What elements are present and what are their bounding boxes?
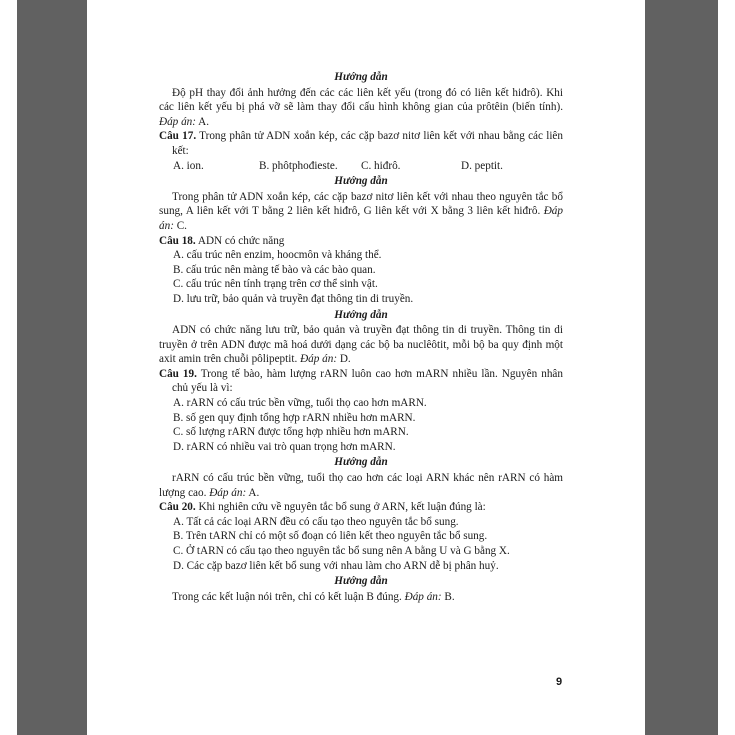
guide-paragraph	[159, 471, 563, 500]
question-text: Khi nghiên cứu về nguyên tắc bổ sung ở ARN, kết luận đúng là:	[198, 501, 486, 514]
option-d: D. rARN có nhiều vai trò quan trọng hơn mARN.	[173, 440, 396, 453]
guide-heading: Hướng dẫn	[334, 175, 388, 188]
answer-value: A.	[198, 115, 210, 128]
option-c: C. Ở tARN có cấu tạo theo nguyên tắc bổ sung nên A bằng U và G bằng X.	[173, 545, 510, 557]
guide-text: Độ pH thay đổi ảnh hưởng đến các các liên kết yếu (trong đó có liên kết hiđrô). Khi các liên kết yếu bị phá vỡ sẽ làm thay đổi cấu hình không gian của prôtêin (biến tính).	[159, 86, 563, 114]
question-text: Trong tế bào, hàm lượng rARN luôn cao hơn mARN nhiều lần. Nguyên nhân chủ yếu là vì:	[172, 367, 563, 395]
guide-heading: Hướng dẫn	[334, 71, 388, 83]
option-c: C. cấu trúc nên tính trạng trên cơ thể sinh vật.	[173, 278, 378, 291]
page-number: 9	[556, 676, 563, 688]
option-a: A. cấu trúc nên enzim, hoocmôn và kháng thể.	[173, 249, 382, 262]
guide-paragraph	[159, 190, 563, 234]
question-text: ADN có chức năng	[197, 234, 285, 247]
answer-label: Đáp án:	[300, 353, 338, 366]
option-a: A. ion.	[173, 159, 204, 172]
option-b: B. Trên tARN chỉ có một số đoạn có liên kết theo nguyên tắc bổ sung.	[173, 530, 488, 543]
guide-heading: Hướng dẫn	[334, 308, 388, 321]
option-d: D. lưu trữ, bảo quản và truyền đạt thông tin di truyền.	[173, 292, 414, 305]
option-c: C. số lượng rARN được tổng hợp nhiều hơn mARN.	[173, 426, 409, 439]
guide-text: Trong các kết luận nói trên, chỉ có kết luận B đúng.	[172, 590, 402, 603]
option-b: B. phôtphođieste.	[259, 159, 338, 172]
question-20	[159, 500, 563, 515]
left-dark-band	[17, 0, 87, 735]
option-d: D. Các cặp bazơ liên kết bổ sung với nhau làm cho ARN dễ bị phân huỷ.	[173, 559, 499, 572]
book-page	[87, 0, 645, 735]
guide-paragraph	[159, 86, 563, 130]
guide-heading: Hướng dẫn	[334, 575, 388, 588]
answer-label: Đáp án:	[404, 590, 442, 603]
guide-paragraph	[159, 323, 563, 367]
answer-value: B.	[444, 590, 455, 603]
option-d: D. peptit.	[461, 159, 503, 172]
answer-label: Đáp án:	[159, 115, 196, 128]
answer-value: D.	[339, 353, 351, 366]
guide-paragraph	[159, 590, 563, 605]
option-b: B. số gen quy định tổng hợp rARN nhiều hơn mARN.	[173, 411, 416, 424]
right-dark-band	[645, 0, 718, 735]
question-17	[159, 129, 563, 158]
page-content	[159, 69, 563, 604]
answer-label: Đáp án:	[159, 205, 563, 232]
question-label: Câu 18.	[159, 234, 196, 247]
question-label: Câu 17.	[159, 130, 197, 143]
question-text: Trong phân tử ADN xoắn kép, các cặp bazơ nitơ liên kết với nhau bằng các liên kết:	[172, 130, 563, 157]
option-a: A. Tất cả các loại ARN đều có cấu tạo theo nguyên tắc bổ sung.	[173, 515, 459, 528]
question-label: Câu 20.	[159, 501, 196, 514]
question-19	[159, 367, 563, 396]
answer-value: A.	[248, 486, 260, 499]
guide-text: rARN có cấu trúc bền vững, tuổi thọ cao hơn các loại ARN khác nên rARN có hàm lượng cao.	[159, 472, 563, 499]
guide-heading: Hướng dẫn	[334, 456, 388, 469]
question-label: Câu 19.	[159, 367, 197, 380]
answer-label: Đáp án:	[209, 486, 247, 499]
option-c: C. hiđrô.	[361, 159, 401, 172]
options-row	[159, 159, 563, 174]
question-18	[159, 234, 563, 249]
answer-value: C.	[176, 219, 187, 232]
option-a: A. rARN có cấu trúc bền vững, tuổi thọ cao hơn mARN.	[173, 397, 427, 410]
option-b: B. cấu trúc nên màng tế bào và các bào quan.	[173, 263, 376, 276]
guide-text: ADN có chức năng lưu trữ, bảo quản và truyền đạt thông tin di truyền. Thông tin di truyền ở trên ADN được mã hoá dưới dạng các bộ ba nuclêôtit, mỗi bộ ba quy định một axit amin trên chuỗi pôlipeptit.	[159, 324, 563, 366]
guide-text: Trong phân tử ADN xoắn kép, các cặp bazơ nitơ liên kết với nhau theo nguyên tắc bổ sung, A liên kết với T bằng 2 liên kết hiđrô, G liên kết với X bằng 3 liên kết hiđrô.	[159, 190, 563, 218]
